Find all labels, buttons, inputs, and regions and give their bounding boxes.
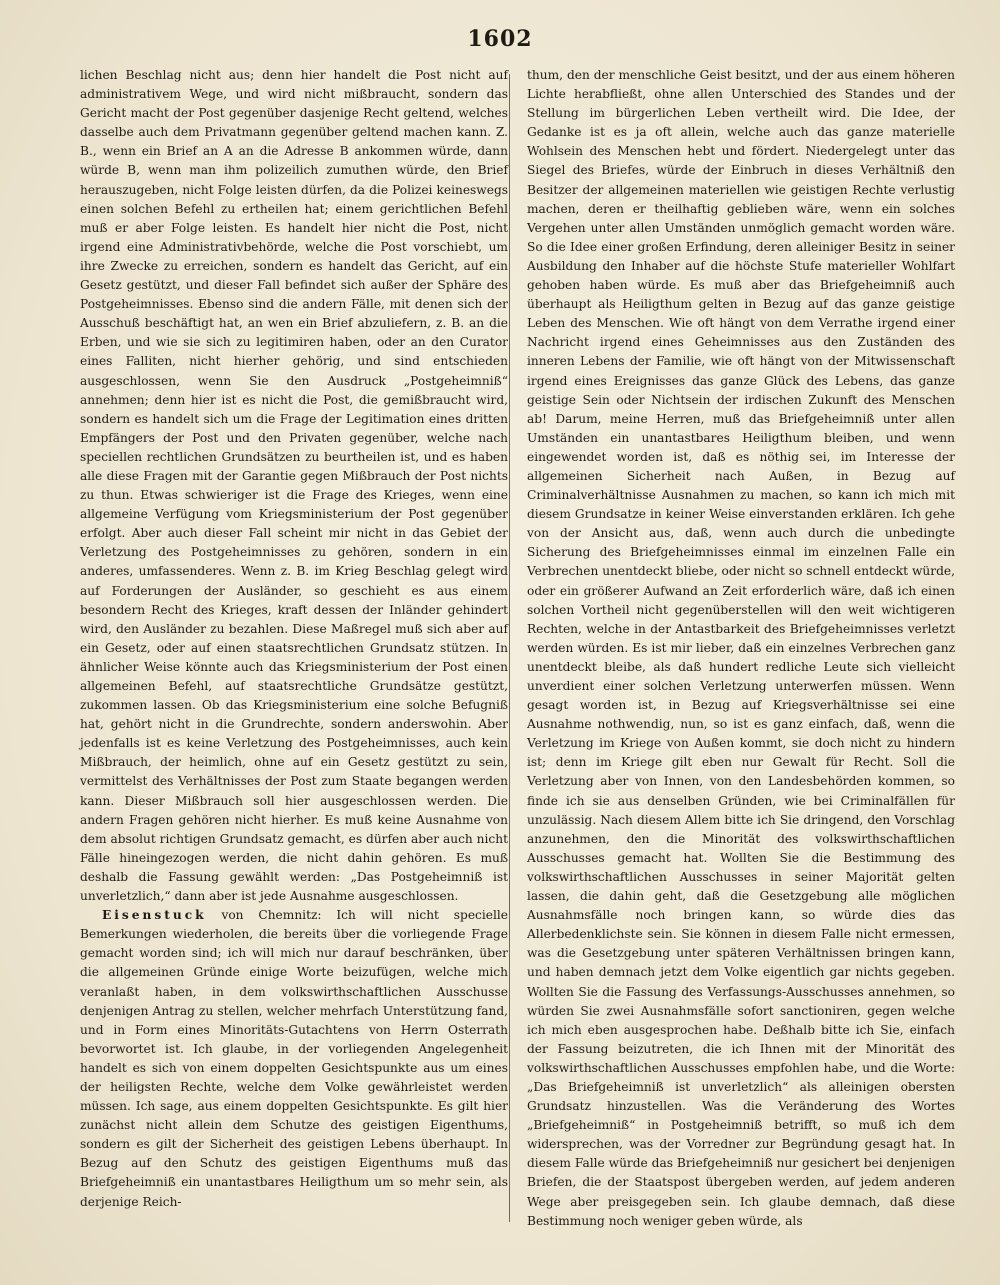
left-paragraph-1: lichen Beschlag nicht aus; denn hier handelt die Post nicht auf administrativem Wege, und wird nicht mißbraucht, sondern das Gericht macht der Post gegenüber dasjenige Recht geltend, welches dasselbe auch dem Privatmann gegenüber geltend machen kann. Z. B., wenn ein Brief an A an die Adresse B ankommen würde, dann würde B, wenn man ihm polizeilich zumuthen würde, den Brief herauszugeben, nicht Folge leisten dürfen, da die Polizei keineswegs einen solchen Befehl zu ertheilen hat; einem gerichtlichen Befehl muß er aber Folge leisten. Es handelt hier nicht die Post, nicht irgend eine Administrativbehörde, welche die Post vorschiebt, um ihre Zwecke zu erreichen, sondern es handelt das Gericht, auf ein Gesetz gestützt, und dieser Fall befindet sich außer der Sphäre des Postgeheimnisses. Ebenso sind die andern Fälle, mit denen sich der Ausschuß beschäftigt hat, an wen ein Brief abzuliefern, z. B. an die Erben, und wie sie sich zu legitimiren haben, oder an den Curator eines Falliten, nicht hierher gehörig, und sind entschieden ausgeschlossen, wenn Sie den Ausdruck „Postgeheimniß“ annehmen; denn hier ist es nicht die Post, die gemißbraucht wird, sondern es handelt sich um die Frage der Legitimation eines dritten Empfängers der Post und den Privaten gegenüber, welche nach speciellen rechtlichen Grundsätzen zu beurtheilen ist, und es haben alle diese Fragen mit der Garantie gegen Mißbrauch der Post nichts zu thun. Etwas schwieriger ist die Frage des Krieges, wenn eine allgemeine Verfügung vom Kriegsministerium der Post gegenüber erfolgt. Aber auch dieser Fall scheint mir nicht in das Gebiet der Verletzung des Postgeheimnisses zu gehören, sondern in ein anderes, umfassenderes. Wenn z. B. im Krieg Beschlag gelegt wird auf Forderungen der Ausländer, so geschieht es aus einem besondern Recht des Krieges, kraft dessen der Inländer gehindert wird, den Ausländer zu bezahlen. Diese Maßregel muß sich aber auf ein Gesetz, oder auf einen staatsrechtlichen Grundsatz stützen. In ähnlicher Weise könnte auch das Kriegsministerium der Post einen allgemeinen Befehl, auf staatsrechtliche Grundsätze gestützt, zukommen lassen. Ob das Kriegsministerium eine solche Befugniß hat, gehört nicht in die Grundrechte, sondern anderswohin. Aber jedenfalls ist es keine Verletzung des Postgeheimnisses, auch kein Mißbrauch, der heimlich, ohne auf ein Gesetz gestützt zu sein, vermittelst des Verhältnisses der Post zum Staate begangen werden kann. Dieser Mißbrauch soll hier ausgeschlossen werden. Die andern Fragen gehören nicht hierher. Es muß keine Ausnahme von dem absolut richtigen Grundsatz gemacht, es dürfen aber auch nicht Fälle hineingezogen werden, die nicht dahin gehören. Es muß deshalb die Fassung gewählt werden: „Das Postgeheimniß ist unverletzlich,“ dann aber ist jede Ausnahme ausgeschlossen. (80, 68, 508, 904)
speech-text: von Chemnitz: Ich will nicht specielle Bemerkungen wiederholen, die bereits über die vorliegende Frage gemacht worden sind; ich will mich nur darauf beschränken, über die allgemeinen Gründe einige Worte beizufügen, welche mich veranlaßt haben, in dem volkswirthschaftlichen Ausschusse denjenigen Antrag zu stellen, welcher mehrfach Unterstützung fand, und in Form eines Minoritäts-Gutachtens von Herrn Osterrath bevorwortet ist. Ich glaube, in der vorliegenden Angelegenheit handelt es sich von einem doppelten Gesichtspunkte aus um eines der heiligsten Rechte, welche dem Volke gewährleistet werden müssen. Ich sage, aus einem doppelten Gesichtspunkte. Es gilt hier zunächst nicht allein dem Schutze des geistigen Eigenthums, sondern es gilt der Sicherheit des geistigen Lebens überhaupt. In Bezug auf den Schutz des geistigen Eigenthums muß das Briefgeheimniß ein unantastbares Heiligthum um so mehr sein, als derjenige Reich- (80, 908, 508, 1209)
left-paragraph-2 (80, 906, 508, 1212)
page-number: 1602 (467, 26, 533, 52)
speaker-name: Eisenstuck (102, 908, 207, 923)
right-paragraph-1: thum, den der menschliche Geist besitzt, und der aus einem höheren Lichte herabfließt, ohne allen Unterschied des Standes und der Stellung im bürgerlichen Leben vertheilt wird. Die Idee, der Gedanke ist es ja oft allein, welche auch das ganze materielle Wohlsein des Menschen hebt und fördert. Niedergelegt unter das Siegel des Briefes, würde der Einbruch in dieses Verhältniß den Besitzer der allgemeinen materiellen wie geistigen Rechte verlustig machen, deren er theilhaftig geblieben wäre, wenn ein solches Vergehen unter allen Umständen unmöglich gemacht worden wäre. So die Idee einer großen Erfindung, deren alleiniger Besitz in seiner Ausbildung den Inhaber auf die höchste Stufe materieller Wohlfart gehoben haben würde. Es muß aber das Briefgeheimniß auch überhaupt als Heiligthum gelten in Bezug auf das ganze geistige Leben des Menschen. Wie oft hängt von dem Verrathe irgend einer Nachricht irgend eines Geheimnisses aus den Zuständen des inneren Lebens der Familie, wie oft hängt von der Mitwissenschaft irgend eines Ereignisses das ganze Glück des Lebens, das ganze geistige Sein oder Nichtsein der irdischen Zukunft des Menschen ab! Darum, meine Herren, muß das Briefgeheimniß unter allen Umständen ein unantastbares Heiligthum bleiben, und wenn eingewendet worden ist, daß es nöthig sei, im Interesse der allgemeinen Sicherheit nach Außen, in Bezug auf Criminalverhältnisse Ausnahmen zu machen, so kann ich mich mit diesem Grundsatze in keiner Weise einverstanden erklären. Ich gehe von der Ansicht aus, daß, wenn auch durch die unbedingte Sicherung des Briefgeheimnisses einmal im einzelnen Falle ein Verbrechen unentdeckt bliebe, oder nicht so schnell entdeckt würde, oder ein größerer Aufwand an Zeit erforderlich wäre, daß ich einen solchen Vortheil nicht gegenüberstellen will den weit wichtigeren Rechten, welche in der Antastbarkeit des Briefgeheimnisses verletzt werden würden. Es ist mir lieber, daß ein einzelnes Verbrechen ganz unentdeckt bleibe, als daß hundert redliche Leute sich vielleicht unverdient einer solchen Verletzung unterwerfen müssen. Wenn gesagt worden ist, in Bezug auf Kriegsverhältnisse sei eine Ausnahme nothwendig, nun, so ist es ganz einfach, daß, wenn die Verletzung im Kriege von Außen kommt, sie doch nicht zu hindern ist; denn im Kriege gilt eben nur Gewalt für Recht. Soll die Verletzung aber von Innen, von den Landesbehörden kommen, so finde ich sie aus denselben Gründen, wie bei Criminalfällen für unzulässig. Nach diesem Allem bitte ich Sie dringend, den Vorschlag anzunehmen, den die Minorität des volkswirthschaftlichen Ausschusses gemacht hat. Wollten Sie die Bestimmung des volkswirthschaftlichen Ausschusses in seiner Majorität gelten lassen, die dahin geht, daß die Gesetzgebung alle möglichen Ausnahmsfälle noch bringen kann, so würde dies das Allerbedenklichste sein. Sie können in diesem Falle nicht ermessen, was die Gesetzgebung unter späteren Verhältnissen bringen kann, und haben demnach jetzt dem Volke eigentlich gar nichts gegeben. Wollten Sie die Fassung des Verfassungs-Ausschusses annehmen, so würden Sie zwei Ausnahmsfälle sofort sanctioniren, gegen welche ich mich eben ausgesprochen habe. Deßhalb bitte ich Sie, einfach der Fassung beizutreten, die ich Ihnen mit der Minorität des volkswirthschaftlichen Ausschusses empfohlen habe, und die Worte: „Das Briefgeheimniß ist unverletzlich“ als alleinigen obersten Grundsatz hinzustellen. Was die Veränderung des Wortes „Briefgeheimniß“ in Postgeheimniß betrifft, so muß ich dem widersprechen, was der Vorredner zur Begründung gesagt hat. In diesem Falle würde das Briefgeheimniß nur gesichert bei denjenigen Briefen, die der Staatspost übergeben werden, auf jedem anderen Wege aber preisgegeben sein. Ich glaube demnach, daß diese Bestimmung noch weniger geben würde, als (527, 68, 955, 1228)
column-divider (509, 74, 510, 1222)
left-column (80, 66, 508, 1212)
right-column (527, 66, 955, 1231)
